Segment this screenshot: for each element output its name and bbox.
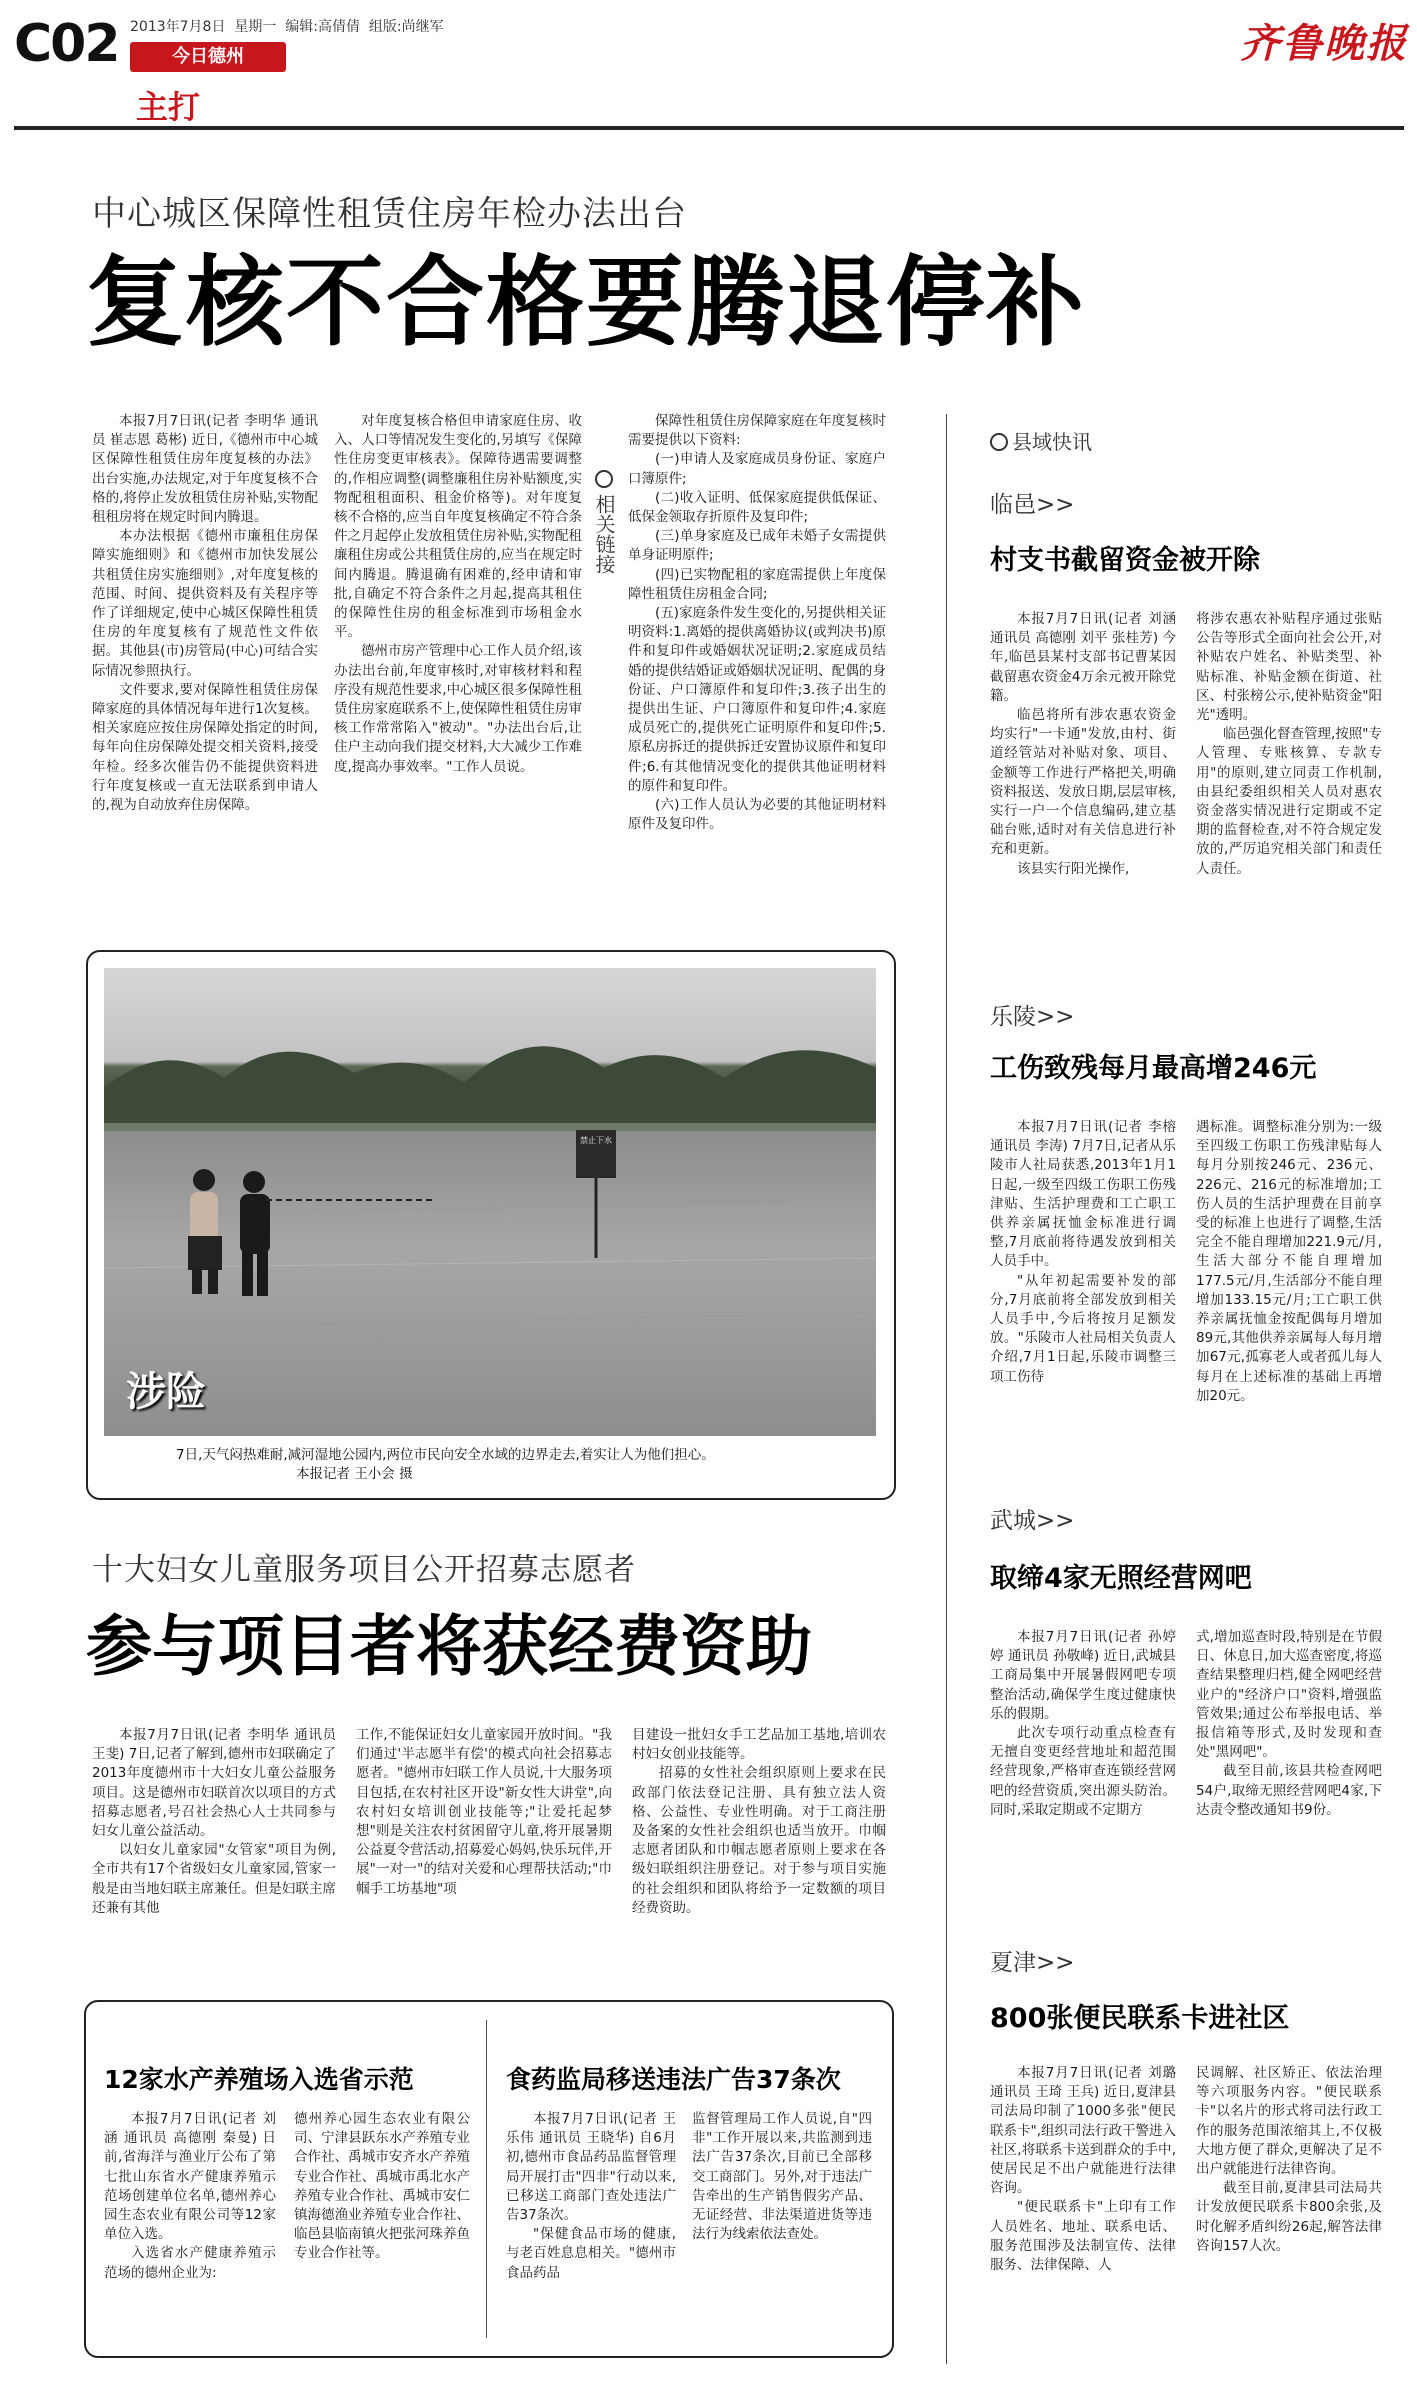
- paragraph: 该县实行阳光操作,: [1017, 860, 1130, 877]
- paragraph: 本报7月7日讯(记者 刘涵 通讯员 高德刚 秦曼) 日前,省海洋与渔业厅公布了第七批山东省水产健康养殖示范场创建单位名单,德州养心园生态农业有限公司等12家单位入选。: [104, 2111, 276, 2243]
- brief1-column-2: [294, 2110, 470, 2344]
- paragraph: 截至目前,夏津县司法局共计发放便民联系卡800余张,及时化解矛盾纠纷26起,解答法律咨询157人次。: [1196, 2180, 1382, 2254]
- paragraph: 本报7月7日讯(记者 王乐伟 通讯员 王晓华) 自6月初,德州市食品药品监督管理局开展打击"四非"行动以来,已移送工商部门查处违法广告37条次。: [506, 2111, 676, 2224]
- link-bullet-icon: [595, 470, 613, 488]
- wucheng-column-1: [990, 1628, 1176, 1892]
- story2-column-2: [356, 1726, 612, 1976]
- brief1-headline: 12家水产养殖场入选省示范: [104, 2065, 414, 2094]
- person-left-figure: [188, 1169, 222, 1294]
- caption-text: 7日,天气闷热难耐,减河湿地公园内,两位市民向安全水域的边界走去,着实让人为他们担心。: [176, 1447, 715, 1463]
- story1-subhead: 中心城区保障性租赁住房年检办法出台: [92, 194, 687, 234]
- xiajin-headline: 800张便民联系卡进社区: [990, 2003, 1290, 2034]
- linyi-column-1: [990, 610, 1176, 940]
- story1-headline: 复核不合格要腾退停补: [86, 245, 1087, 360]
- county-news-bullet-icon: [990, 433, 1008, 451]
- paragraph: 遇标准。调整标准分别为:一级至四级工伤职工伤残津贴每人每月分别按246元、236元、226元、216元的标准增加;工伤人员的生活护理费在目前享受的标准上也进行了调整,生活完全不能自理增加221.9元/月,生活大部分不能自理增加177.5元/月,生活部分不能自理增加133.15元/月;工亡职工供养亲属抚恤金按配偶每月增加89元,其他供养亲属每人每月增加67元,孤寡老人或者孤儿每人每月在上述标准的基础上再增加20元。: [1196, 1119, 1382, 1404]
- wucheng-headline: 取缔4家无照经营网吧: [990, 1563, 1252, 1594]
- briefs-divider: [486, 2020, 487, 2338]
- photo-overlay-title: 涉险: [126, 1369, 206, 1415]
- county-name-linyi: 临邑>>: [990, 492, 1075, 518]
- county-news-label-text: 县域快讯: [1012, 430, 1092, 454]
- warning-sign-text: 禁止下水: [580, 1136, 612, 1145]
- river-scene-illustration: [104, 968, 876, 1436]
- story2-headline: 参与项目者将获经费资助: [86, 1607, 812, 1685]
- related-link-text: 相关链接: [592, 494, 616, 574]
- paragraph: 本报7月7日讯(记者 孙婷婷 通讯员 孙敬峰) 近日,武城县工商局集中开展暑假网吧专项整治活动,确保学生度过健康快乐的假期。: [990, 1629, 1176, 1722]
- story1-column-2: [334, 412, 582, 942]
- paragraph: 对年度复核合格但申请家庭住房、收入、人口等情况发生变化的,另填写《保障性住房变更审核表》。保障待遇需要调整的,作相应调整(调整廉租住房补贴额度,实物配租租面积、租金价格等)。对年度复核不合格的,应当自年度复核确定不符合条件之月起停止发放租赁住房补贴,实物配租廉租住房或公共租赁住房的,应当在规定时间内腾退。腾退确有困难的,经申请和审批,自确定不符合条件之月起,提高其租住的保障性住房的租金标准到市场租金水平。: [334, 413, 582, 641]
- county-name-wucheng: 武城>>: [990, 1508, 1075, 1534]
- paragraph: 本办法根据《德州市廉租住房保障实施细则》和《德州市加快发展公共租赁住房实施细则》,对年度复核的范围、时间、提供资料及有关程序等作了详细规定,使中心城区保障性租赁住房的年度复核有了规范性文件依据。其他县(市)房管局(中心)可结合实际情况参照执行。: [92, 528, 318, 679]
- newspaper-logo: 齐鲁晚报: [1240, 20, 1408, 67]
- paragraph: 式,增加巡查时段,特别是在节假日、休息日,加大巡查密度,将巡查结果整理归档,健全网吧经营业户的"经济户口"资料,增强监管效果;通过公布举报电话、举报信箱等形式,及时发现和查处"黑网吧"。: [1196, 1629, 1382, 1761]
- wucheng-column-2: [1196, 1628, 1382, 1892]
- photo-caption: [176, 1446, 816, 1484]
- paragraph: 此次专项行动重点检查有无擅自变更经营地址和超范围经营现象,严格审查连锁经营网吧的经营资质,突出源头防治。同时,采取定期或不定期方: [990, 1725, 1176, 1818]
- paragraph: 将涉农惠农补贴程序通过张贴公告等形式全面向社会公开,对补贴农户姓名、补贴类型、补贴标准、补贴金额在街道、社区、村张榜公示,使补贴资金"阳光"透明。: [1196, 611, 1382, 724]
- paragraph: 目建设一批妇女手工艺品加工基地,培训农村妇女创业技能等。: [632, 1727, 886, 1763]
- paragraph: 工作,不能保证妇女儿童家园开放时间。"我们通过'半志愿半有偿'的模式向社会招募志愿者。"德州市妇联工作人员说,十大服务项目包括,在农村社区开设"新女性大讲堂",向农村妇女培训创业技能等;"让爱托起梦想"则是关注农村贫困留守儿童,将开展暑期公益夏令营活动,招募爱心妈妈,快乐玩伴,开展"一对一"的结对关爱和心理帮扶活动;"巾帼手工坊基地"项: [356, 1727, 612, 1897]
- paragraph: (六)工作人员认为必要的其他证明材料原件及复印件。: [628, 797, 886, 833]
- paragraph: 德州市房产管理中心工作人员介绍,该办法出台前,年度审核时,对审核材料和程序没有规范性要求,中心城区很多保障性租赁住房家庭联系不上,使保障性租赁住房审核工作常常陷入"被动"。"办法出台后,让住户主动向我们提交材料,大大减少工作难度,提高办事效率。"工作人员说。: [334, 643, 582, 775]
- paragraph: 截至目前,该县共检查网吧54户,取缔无照经营网吧4家,下达责令整改通知书9份。: [1196, 1763, 1382, 1818]
- paragraph: (一)申请人及家庭成员身份证、家庭户口簿原件;: [628, 451, 886, 487]
- brief1-column-1: [104, 2110, 276, 2344]
- paragraph: 入选省水产健康养殖示范场的德州企业为:: [104, 2245, 276, 2281]
- paragraph: 临邑强化督查管理,按照"专人管理、专账核算、专款专用"的原则,建立同责工作机制,由县纪委组织相关人员对惠农资金落实情况进行定期或不定期的监督检查,对不符合规定发放的,严厉追究相关部门和责任人责任。: [1196, 726, 1382, 877]
- xiajin-column-1: [990, 2064, 1176, 2354]
- paragraph: 本报7月7日讯(记者 李明华 通讯员 王斐) 7日,记者了解到,德州市妇联确定了2013年度德州市十大妇女儿童公益服务项目。这是德州市妇联首次以项目的方式招募志愿者,号召社会热心人士共同参与妇女儿童公益活动。: [92, 1727, 336, 1840]
- paragraph: (二)收入证明、低保家庭提供低保证、低保金领取存折原件及复印件;: [628, 489, 886, 526]
- brief2-headline: 食药监局移送违法广告37条次: [506, 2065, 841, 2094]
- leling-headline: 工伤致残每月最高增246元: [990, 1053, 1317, 1084]
- paragraph: "保健食品市场的健康,与老百姓息息相关。"德州市食品药品: [506, 2226, 676, 2281]
- xiajin-column-2: [1196, 2064, 1382, 2354]
- paragraph: (三)单身家庭及已成年未婚子女需提供单身证明原件;: [628, 528, 886, 564]
- masthead-rule: [14, 126, 1404, 130]
- photo-credit: 本报记者 王小会 摄: [296, 1466, 413, 1482]
- paragraph: 文件要求,要对保障性租赁住房保障家庭的具体情况每年进行1次复核。相关家庭应按住房保障处指定的时间,每年向住房保障处提交相关资料,接受年检。经多次催告仍不能提供资料进行年度复核或一直无法联系到申请人的,视为自动放弃住房保障。: [92, 681, 318, 814]
- paragraph: (五)家庭条件发生变化的,另提供相关证明资料:1.离婚的提供离婚协议(或判决书)原件和复印件或婚姻状况证明;2.家庭成员结婚的提供结婚证或婚姻状况证明、配偶的身份证、户口簿原件和复印件;3.孩子出生的提供出生证、户口簿原件和复印件;4.家庭成员死亡的,提供死亡证明原件和复印件;5.原私房拆迁的提供拆迁安置协议原件和复印件;6.有其他情况变化的提供其他证明材料的原件和复印件。: [628, 605, 886, 794]
- paragraph: 以妇女儿童家园"女管家"项目为例,全市共有17个省级妇女儿童家园,管家一般是由当地妇联主席兼任。但是妇联主席还兼有其他: [92, 1842, 336, 1916]
- page-number: C02: [14, 14, 119, 74]
- story1-column-1: [92, 412, 318, 942]
- story2-column-1: [92, 1726, 336, 1976]
- paragraph: 本报7月7日讯(记者 刘璐 通讯员 王琦 王兵) 近日,夏津县司法局印制了1000多张"便民联系卡",组织司法行政干警进入社区,将联系卡送到群众的手中,使居民足不出户就能进行法律咨询。: [990, 2065, 1176, 2197]
- paragraph: 保障性租赁住房保障家庭在年度复核时需要提供以下资料:: [628, 413, 886, 449]
- paragraph: "从年初起需要补发的部分,7月底前将全部发放到相关人员手中,今后将按月足额发放。"乐陵市人社局相关负责人介绍,7月1日起,乐陵市调整三项工伤待: [990, 1272, 1176, 1385]
- paragraph: 本报7月7日讯(记者 李榕 通讯员 李涛) 7月7日,记者从乐陵市人社局获悉,2013年1月1日起,一级至四级工伤职工伤残津贴、生活护理费和工亡职工供养亲属抚恤金标准进行调整,7月底前将待遇发放到相关人员手中。: [990, 1119, 1176, 1270]
- story2-subhead: 十大妇女儿童服务项目公开招募志愿者: [92, 1552, 636, 1588]
- brief2-column-2: [692, 2110, 872, 2344]
- paragraph: 本报7月7日讯(记者 李明华 通讯员 崔志恩 葛彬) 近日,《德州市中心城区保障性租赁住房年度复核的办法》出台实施,办法规定,对于年度复核不合格的,将停止发放租赁住房补贴,实物配租租房将在规定时间内腾退。: [92, 413, 318, 526]
- paragraph: 本报7月7日讯(记者 刘涵 通讯员 高德刚 刘平 张桂芳) 今年,临邑县某村支部书记曹某因截留惠农资金4万余元被开除党籍。: [990, 611, 1176, 704]
- section-tag: 今日德州: [130, 42, 286, 72]
- right-column-divider: [946, 414, 947, 2364]
- paragraph: 民调解、社区矫正、依法治理等六项服务内容。"便民联系卡"以名片的形式将司法行政工作的服务范围浓缩其上,不仅极大地方便了群众,更解决了足不出户就能进行法律咨询。: [1196, 2065, 1382, 2178]
- leling-column-1: [990, 1118, 1176, 1448]
- column-name: 主打: [136, 88, 201, 126]
- paragraph: 德州养心园生态农业有限公司、宁津县跃东水产养殖专业合作社、禹城市安齐水产养殖专业合作社、禹城市禹北水产养殖专业合作社、禹城市安仁镇海德渔业养殖专业合作社、临邑县临南镇火把张河珠养鱼专业合作社等。: [294, 2111, 470, 2262]
- county-name-leling: 乐陵>>: [990, 1004, 1075, 1030]
- news-photo: [104, 968, 876, 1436]
- paragraph: 监督管理局工作人员说,自"四非"工作开展以来,共监测到违法广告37条次,目前已全部移交工商部门。另外,对于违法广告牵出的生产销售假劣产品、无证经营、非法渠道进货等违法行为线索依法查处。: [692, 2111, 872, 2243]
- person-right-figure: [240, 1171, 270, 1296]
- county-name-xiajin: 夏津>>: [990, 1950, 1075, 1976]
- issue-info-line: 2013年7月8日 星期一 编辑:高倩倩 组版:尚继军: [130, 19, 444, 35]
- paragraph: 招募的女性社会组织原则上要求在民政部门依法登记注册、具有独立法人资格、公益性、专业性明确。对于工商注册及备案的女性社会组织也适当放开。巾帼志愿者团队和巾帼志愿者原则上要求在各级妇联组织注册登记。对于参与项目实施的社会组织和团队将给予一定数额的项目经费资助。: [632, 1765, 886, 1916]
- related-link-label: [594, 470, 616, 574]
- paragraph: (四)已实物配租的家庭需提供上年度保障性租赁住房租金合同;: [628, 566, 886, 602]
- county-news-label: [990, 426, 1092, 455]
- brief2-column-1: [506, 2110, 676, 2344]
- paragraph: 临邑将所有涉农惠农资金均实行"一卡通"发放,由村、街道经管站对补贴对象、项目、金额等工作进行严格把关,明确资料报送、发放日期,层层审核,实行一户一个信息编码,建立基础台账,适时对有关信息进行补充和更新。: [990, 707, 1176, 858]
- story2-column-3: [632, 1726, 886, 1976]
- leling-column-2: [1196, 1118, 1382, 1448]
- linyi-column-2: [1196, 610, 1382, 940]
- story1-related-list: [628, 412, 886, 942]
- linyi-headline: 村支书截留资金被开除: [990, 545, 1260, 576]
- paragraph: "便民联系卡"上印有工作人员姓名、地址、联系电话、服务范围涉及法制宣传、法律服务、法律保障、人: [990, 2199, 1176, 2274]
